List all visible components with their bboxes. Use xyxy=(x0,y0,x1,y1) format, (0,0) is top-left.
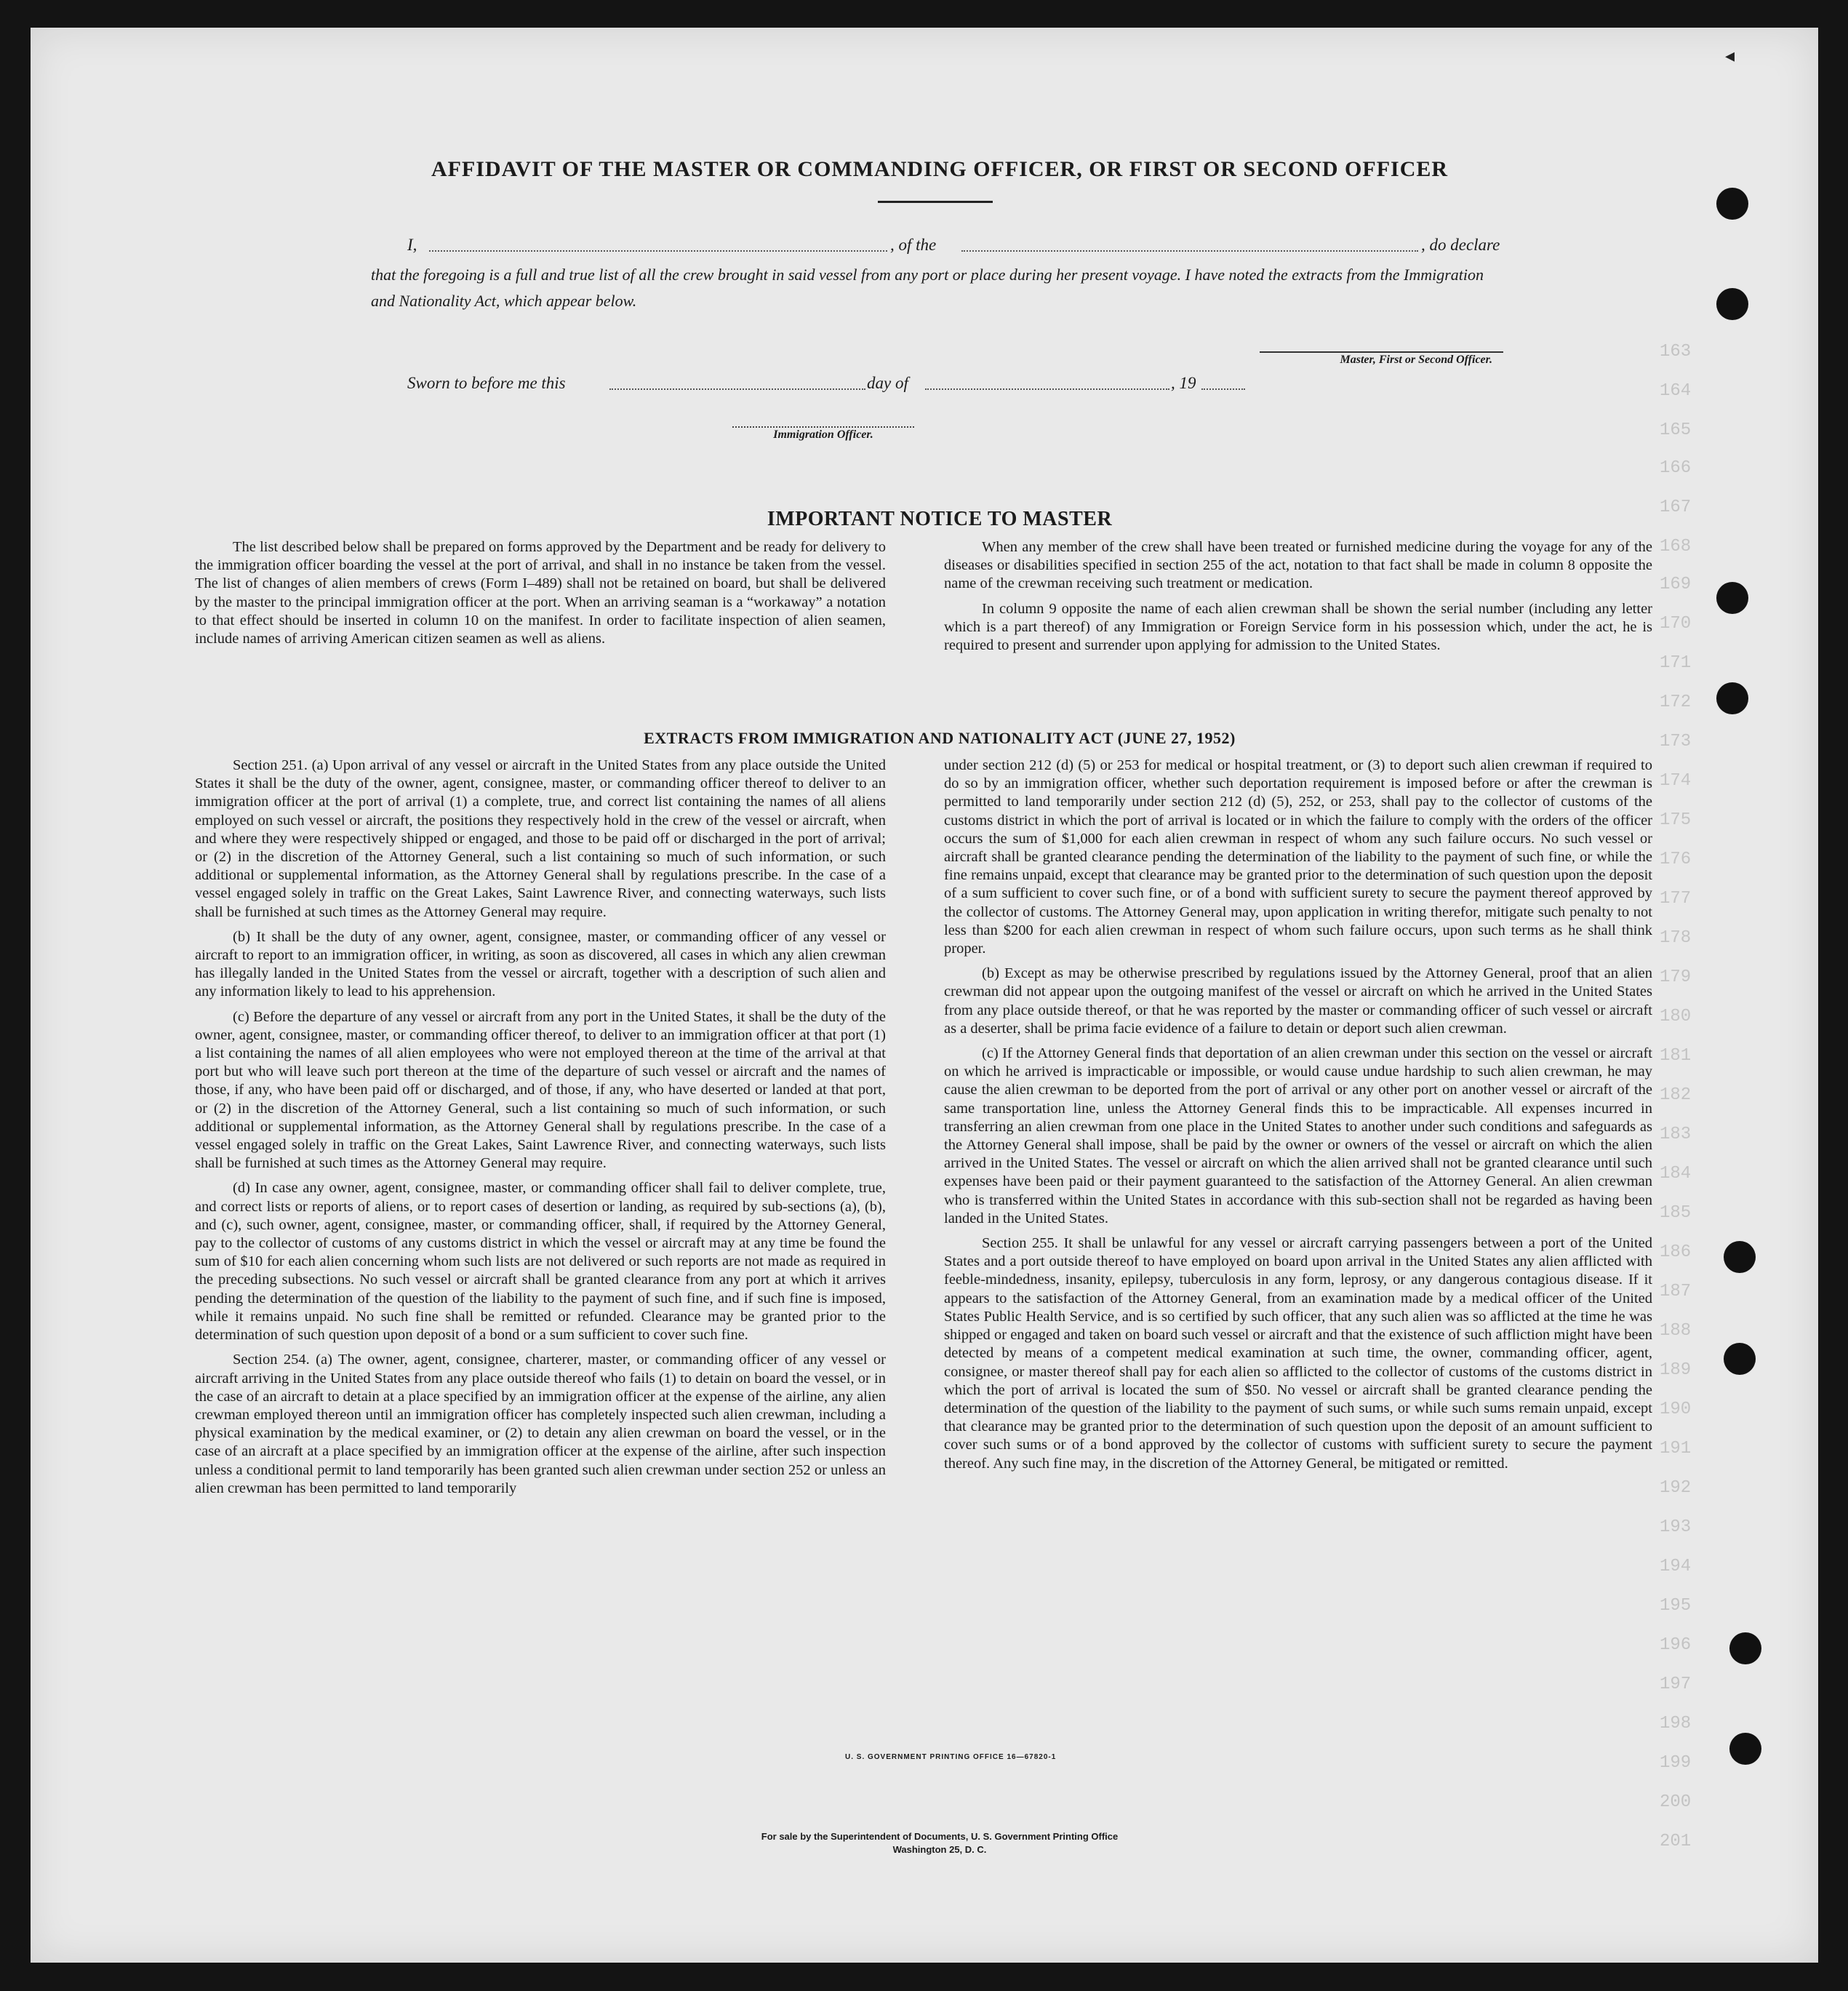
notice-right-column xyxy=(944,538,1652,661)
punch-hole xyxy=(1729,1632,1761,1664)
punch-hole xyxy=(1716,188,1748,220)
year-label: , 19 xyxy=(1171,374,1196,392)
punch-hole xyxy=(1729,1733,1761,1765)
sworn-year-field[interactable] xyxy=(1201,388,1245,390)
notice-right-paragraph: In column 9 opposite the name of each alien crewman shall be shown the serial number (including any letter which is a part thereof) of any Immigration or Foreign Service form in his possession which, under the act, he is required to present and surrender upon applying for admission to the United States. xyxy=(944,600,1652,654)
sworn-day-field[interactable] xyxy=(609,388,865,390)
notice-left-column xyxy=(195,538,886,655)
notice-left-paragraph: The list described below shall be prepared on forms approved by the Department and be ready for delivery to the immigration officer boarding the vessel at the port of arrival, and shall in no instance be taken from the vessel. The list of changes of alien members of crews (Form I–489) shall not be retained on board, but shall be delivered by the master to the principal immigration officer at the port. When an arriving seaman is a “workaway” a notation to that effect should be inserted in column 10 on the manifest. In order to facilitate inspection of alien seamen, include names of arriving American citizen seamen as well as aliens. xyxy=(195,539,886,647)
signature-label: Master, First or Second Officer. xyxy=(1340,354,1492,366)
sale-line-2: Washington 25, D. C. xyxy=(892,1844,987,1855)
extract-paragraph: Section 254. (a) The owner, agent, consignee, charterer, master, or commanding officer of any vessel or aircraft arriving in the United States from any place outside thereof who fails (1) to detain on board the vessel, or in the case of an aircraft to detain at a place specified by an immigration officer at the expense of the airline, any alien crewman employed thereon until an immigration officer has completely inspected such alien crewman, including a physical examination by the medical examiner, or (2) to detain any alien crewman on board the vessel, or in the case of an aircraft at a place specified by an immigration officer at the expense of the airline, after such inspection unless a conditional permit to land temporarily has been granted such alien crewman under section 252 or unless an alien crewman has been permitted to land temporarily xyxy=(195,1352,886,1496)
immigration-officer-label: Immigration Officer. xyxy=(773,428,873,441)
i-label: I, xyxy=(407,236,417,254)
punch-hole xyxy=(1724,1241,1756,1273)
extracts-title: EXTRACTS FROM IMMIGRATION AND NATIONALITY ACT (JUNE 27, 1952) xyxy=(644,729,1236,747)
sale-notice xyxy=(394,1830,1485,1856)
notice-right-paragraph: When any member of the crew shall have been treated or furnished medicine during the voyage for any of the diseases or disabilities specified in section 255 of the act, notation to that fact shall be made in column 8 opposite the name of the crewman receiving such treatment or medication. xyxy=(944,539,1652,592)
sworn-month-field[interactable] xyxy=(925,388,1169,390)
title-rule xyxy=(878,201,993,203)
extract-paragraph: under section 212 (d) (5) or 253 for medical or hospital treatment, or (3) to deport such alien crewman if required to do so by an immigration officer, whether such deportation requirement is imposed before or after the crewman is permitted to land temporarily under section 212 (d) (5), 252, or 253, shall pay to the collector of customs of the customs district in which the port of arrival is located or in which the failure to comply with the orders of the officer occurs the sum of $1,000 for each alien crewman in respect of whom any such failure occurs. No such vessel or aircraft shall be granted clearance pending the determination of the liability to the payment of such fine, or while the fine remains unpaid, except that clearance may be granted prior to the determination of such question upon the deposit of a sum sufficient to cover such fine, or of a bond with sufficient surety to secure the payment thereof approved by the collector of customs. The Attorney General may, upon application in writing therefor, mitigate such penalty to not less than $200 for each alien crewman in respect of whom such failure occurs, upon such terms as he shall think proper. xyxy=(944,757,1652,957)
vessel-field[interactable] xyxy=(961,250,1418,252)
gpo-imprint: U. S. GOVERNMENT PRINTING OFFICE 16—67820-1 xyxy=(845,1753,1057,1761)
extract-paragraph: Section 255. It shall be unlawful for any vessel or aircraft carrying passengers between a port of the United States and a port outside thereof to have employed on board upon arrival in the United States any alien afflicted with feeble-mindedness, insanity, epilepsy, tuberculosis in any form, leprosy, or any dangerous contagious disease. If it appears to the satisfaction of the Attorney General, from an examination made by a medical officer of the United States Public Health Service, and is so certified by such officer, that any such alien was so afflicted at the time he was shipped or engaged and taken on board such vessel or aircraft and that the existence of such affliction might have been detected by means of a competent medical examination at such time, the owner, commanding officer, agent, consignee, or master thereof shall pay for each alien so afflicted to the collector of customs of the customs district in which the port of arrival is located the sum of $50. No vessel or aircraft shall be granted clearance pending the determination of the question of the liability to the payment of such sums, or while such sums remain unpaid, except that clearance may be granted prior to the determination of such question upon the deposit of an amount sufficient to cover such sums or of a bond approved by the collector of customs with sufficient surety to secure the payment thereof. Any such fine may, in the discretion of the Attorney General, be mitigated or remitted. xyxy=(944,1235,1652,1472)
day-of-label: day of xyxy=(867,374,908,392)
extract-paragraph: (c) Before the departure of any vessel or aircraft from any port in the United States, it shall be the duty of the owner, agent, consignee, master, or commanding officer thereof, to deliver to an immigration officer at that port (1) a list containing the names of all alien employees who were not employed thereon at the time of the arrival at that port but who will leave such port thereon at the time of the departure of such vessel or aircraft and the names of those, if any, who have been paid off or discharged, and of those, if any, who have deserted or landed at that port, or (2) in the discretion of the Attorney General, such a list containing so much of such information, or such additional or supplemental information, as the Attorney General shall by regulations prescribe. In the case of a vessel engaged solely in traffic on the Great Lakes, Saint Lawrence River, and connecting waterways, such lists shall be furnished at such times as the Attorney General may require. xyxy=(195,1008,886,1172)
extracts-left-column xyxy=(195,757,886,1504)
corner-fold-mark: ◂ xyxy=(1725,45,1735,66)
extract-paragraph: (c) If the Attorney General finds that deportation of an alien crewman under this section on the vessel or aircraft on which he arrived is impracticable or impossible, or would cause undue hardship to such alien crewman, he may cause the alien crewman to be deported from the port of arrival or any other port on another vessel or aircraft of the same transportation line, unless the Attorney General finds this to be impracticable. All expenses incurred in transferring an alien crewman from one place in the United States to another under such conditions and safeguards as the Attorney General shall impose, shall be paid by the owner or owners of the vessel or aircraft on which the alien arrived in the United States. The vessel or aircraft on which the alien arrived shall not be granted clearance until such expenses have been paid or their payment guaranteed to the satisfaction of the Attorney General. An alien crewman who is transferred within the United States in accordance with this sub-section shall not be regarded as having been landed in the United States. xyxy=(944,1045,1652,1226)
punch-hole xyxy=(1716,582,1748,614)
form-page: 163 164 165 166 167 168 169 170 171 172 173 174 175 176 177 178 179 180 181 182 183 184 185 186 187 188 189 190 191 192 193 194 195 196 197 198 199 200 201 ◂ AFFIDAVIT OF THE MASTER OR COMMANDING OFFICER, OR FIRST OR SECOND OFFICER I, , of the , do declare that the foregoing is a full and true list of all the crew brought in said vessel from any port or place during her present voyage. I have noted the extracts from the Immigration and Nationality Act, which appear below. Master, First or Second Officer. Sworn to before me this day of , 19 Immigration Officer. IMPORTANT NOTICE TO MASTER The list described below shall be prepared on forms approved by the Department and be ready for delivery to the immigration officer boarding the vessel at the port of arrival, and shall in no instance be taken from the vessel. The list of changes of alien members of crews (Form I–489) shall not be retained on board, but shall be delivered by the master to the principal immigration officer at the port. When an arriving seaman is a “workaway” a notation to that effect should be inserted in column 10 on the manifest. In order to facilitate inspection of alien seamen, include names of arriving American citizen seamen as well as aliens. When any member of the crew shall have been treated or furnished medicine during the voyage for any of the diseases or disabilities specified in section 255 of the act, notation to that fact shall be made in column 8 opposite the name of the crewman receiving such treatment or medication. In column 9 opposite the name of each alien crewman shall be shown the serial number (including any letter which is a part thereof) of any Immigration or Foreign Service form in his possession which, under the act, he is required to present and surrender upon applying for admission to the United States. EXTRACTS FROM IMMIGRATION AND NATIONALITY ACT (JUNE 27, 1952) Section 251. (a) Upon arrival of any vessel or aircraft in the United States from any place outside the United States it shall be the duty of the owner, agent, consignee, master, or commanding officer thereof to deliver to an immigration officer at the port of arrival (1) a complete, true, and correct list containing the names of all aliens employed on such vessel or aircraft, the positions they respectively hold in the crew of the vessel or aircraft, when and where they were respectively shipped or engaged, and those to be paid off or discharged in the port of arrival; or (2) in the discretion of the Attorney General, such a list containing so much of such information, or such additional or supplemental information, as the Attorney General shall by regulations prescribe. In the case of a vessel engaged solely in traffic on the Great Lakes, Saint Lawrence River, and connecting waterways, such lists shall be furnished at such times as the Attorney General may require. (b) It shall be the duty of any owner, agent, consignee, master, or commanding officer of any vessel or aircraft to report to an immigration officer, in writing, as soon as discovered, all cases in which any alien crewman has illegally landed in the United States from the vessel or aircraft, together with a description of such alien and any information likely to lead to his apprehension. (c) Before the departure of any vessel or aircraft from any port in the United States, it shall be the duty of the owner, agent, consignee, master, or commanding officer thereof, to deliver to an immigration officer at that port (1) a list containing the names of all alien employees who were not employed thereon at the time of the arrival at that port but who will leave such port thereon at the time of the departure of such vessel or aircraft and the names of those, if any, who have been paid off or discharged, and of those, if any, who have deserted or landed at that port, or (2) in the discretion of the Attorney General, such a list containing so much of such information, or such additional or supplemental information, as the Attorney General shall by regulations prescribe. In the case of a vessel engaged solely in traffic on the Great Lakes, Saint Lawrence River, and connecting waterways, such lists shall be furnished at such times as the Attorney General may require. (d) In case any owner, agent, consignee, master, or commanding officer shall fail to deliver complete, true, and correct lists or reports of aliens, or to report cases of desertion or landing, as required by sub-sections (a), (b), and (c), such owner, agent, consignee, master, or commanding officer, shall, if required by the Attorney General, pay to the collector of customs of any customs district in which the vessel or aircraft may at any time be found the sum of $10 for each alien concerning whom such lists are not delivered or such reports are not made as required in the preceding subsections. No such vessel or aircraft shall be granted clearance from any port at which it arrives pending the determination of the question of the liability to the payment of such fine, and if such fine is imposed, while it remains unpaid. No such fine shall be remitted or refunded. Clearance may be granted prior to the determination of such question upon deposit of a bond or a sum sufficient to cover such fine. Section 254. (a) The owner, agent, consignee, charterer, master, or commanding officer of any vessel or aircraft arriving in the United States from any place outside thereof who fails (1) to detain on board the vessel, or in the case of an aircraft to detain at a place specified by an immigration officer at the expense of the airline, any alien crewman employed thereon until an immigration officer has completely inspected such alien crewman, including a physical examination by the medical examiner, or (2) to detain any alien crewman on board the vessel, or in the case of an aircraft at a place specified by an immigration officer at the expense of the airline, after such inspection unless a conditional permit to land temporarily has been granted such alien crewman under section 252 or unless an alien crewman has been permitted to land temporarily under section 212 (d) (5) or 253 for medical or hospital treatment, or (3) to deport such alien crewman if required to do so by an immigration officer, whether such deportation requirement is imposed before or after the crewman is permitted to land temporarily under section 212 (d) (5), 252, or 253, shall pay to the collector of customs of the customs district in which the port of arrival is located or in which the failure to comply with the orders of the officer occurs the sum of $1,000 for each alien crewman in respect of whom any such failure occurs. No such vessel or aircraft shall be granted clearance pending the determination of the liability to the payment of such fine, or while the fine remains unpaid, except that clearance may be granted prior to the determination of such question upon the deposit of a sum sufficient to cover such fine, or of a bond with sufficient surety to secure the payment thereof approved by the collector of customs. The Attorney General may, upon application in writing therefor, mitigate such penalty to not less than $200 for each alien crewman in respect of whom such failure occurs, upon such terms as he shall think proper. (b) Except as may be otherwise prescribed by regulations issued by the Attorney General, proof that an alien crewman did not appear upon the outgoing manifest of the vessel or aircraft on which he arrived in the United States from any place outside thereof, or that he was reported by the master or commanding officer of such vessel or aircraft as a deserter, shall be prima facie evidence of a failure to detain or deport such alien crewman. (c) If the Attorney General finds that deportation of an alien crewman under this section on the vessel or aircraft on which he arrived is impracticable or impossible, or would cause undue hardship to such alien crewman, he may cause the alien crewman to be deported from the port of arrival or any other port on another vessel or aircraft of the same transportation line, unless the Attorney General finds this to be impracticable. All expenses incurred in transferring an alien crewman from one place in the United States to another under such conditions and safeguards as the Attorney General shall impose, shall be paid by the owner or owners of the vessel or aircraft on which the alien arrived in the United States. The vessel or aircraft on which the alien arrived shall not be granted clearance until such expenses have been paid or their payment guaranteed to the satisfaction of the Attorney General. An alien crewman who is transferred within the United States in accordance with this sub-section shall not be regarded as having been landed in the United States. Section 255. It shall be unlawful for any vessel or aircraft carrying passengers between a port of the United States and a port outside thereof to have employed on board upon arrival in the United States any alien afflicted with feeble-mindedness, insanity, epilepsy, tuberculosis in any form, leprosy, or any dangerous contagious disease. If it appears to the satisfaction of the Attorney General, from an examination made by a medical officer of the United States Public Health Service, and is so certified by such officer, that any such alien was so afflicted at the time he was shipped or engaged and taken on board such vessel or aircraft and that the existence of such affliction might have been detected by means of a competent medical examination at such time, the owner, commanding officer, agent, consignee, or master thereof shall pay for each alien so afflicted to the collector of customs of the customs district in which the port of arrival is located the sum of $50. No vessel or aircraft shall be granted clearance pending the determination of the question of the liability to the payment of such sums, or while such sums remain unpaid, except that clearance may be granted prior to the determination of such question upon the deposit of an amount sufficient to cover such sums or of a bond approved by the collector of customs with sufficient surety to secure the payment thereof. Any such fine may, in the discretion of the Attorney General, be mitigated or remitted. U. S. GOVERNMENT PRINTING OFFICE 16—67820-1 For sale by the Superintendent of Documents, U. S. Government Printing Office Washington 25, D. C. xyxy=(31,28,1818,1963)
extract-paragraph: Section 251. (a) Upon arrival of any vessel or aircraft in the United States from any place outside the United States it shall be the duty of the owner, agent, consignee, master, or commanding officer thereof to deliver to an immigration officer at the port of arrival (1) a complete, true, and correct list containing the names of all aliens employed on such vessel or aircraft, the positions they respectively hold in the crew of the vessel or aircraft, when and where they were respectively shipped or engaged, and those to be paid off or discharged in the port of arrival; or (2) in the discretion of the Attorney General, such a list containing so much of such information, or such additional or supplemental information, as the Attorney General shall by regulations prescribe. In the case of a vessel engaged solely in traffic on the Great Lakes, Saint Lawrence River, and connecting waterways, such lists shall be furnished at such times as the Attorney General may require. xyxy=(195,757,886,920)
immigration-officer-field[interactable] xyxy=(732,426,914,428)
extracts-right-column xyxy=(944,757,1652,1480)
notice-title: IMPORTANT NOTICE TO MASTER xyxy=(767,508,1113,530)
affidavit-name-line xyxy=(407,233,1505,259)
extract-paragraph: (d) In case any owner, agent, consignee, master, or commanding officer shall fail to deliver complete, true, and correct lists or reports of aliens, or to report cases of desertion or landing, as required by sub-sections (a), (b), and (c), such owner, agent, consignee, master, or commanding officer, shall, if required by the Attorney General, pay to the collector of customs of any customs district in which the vessel or aircraft may at any time be found the sum of $10 for each alien concerning whom such lists are not delivered or such reports are not made as required in the preceding subsections. No such vessel or aircraft shall be granted clearance from any port at which it arrives pending the determination of the question of the liability to the payment of such fine, and if such fine is imposed, while it remains unpaid. No such fine shall be remitted or refunded. Clearance may be granted prior to the determination of such question upon deposit of a bond or a sum sufficient to cover such fine. xyxy=(195,1180,886,1344)
do-declare-label: , do declare xyxy=(1421,236,1500,254)
punch-hole xyxy=(1716,288,1748,320)
punch-hole xyxy=(1716,682,1748,714)
sale-line-1: For sale by the Superintendent of Documents, U. S. Government Printing Office xyxy=(761,1831,1119,1842)
declaration-text: that the foregoing is a full and true list of all the crew brought in said vessel from any port or place during her present voyage. I have noted the extracts from the Immigration and Nationality Act, which appear below. xyxy=(371,266,1484,310)
extract-paragraph: (b) Except as may be otherwise prescribed by regulations issued by the Attorney General, proof that an alien crewman did not appear upon the outgoing manifest of the vessel or aircraft on which he arrived in the United States from any place outside thereof, or that he was reported by the master or commanding officer of such vessel or aircraft as a deserter, shall be prima facie evidence of a failure to detain or deport such alien crewman. xyxy=(944,965,1652,1037)
signature-field[interactable] xyxy=(1260,351,1503,353)
punch-hole xyxy=(1724,1343,1756,1375)
sworn-line xyxy=(407,371,1280,397)
of-the-label: , of the xyxy=(890,236,937,254)
extract-paragraph: (b) It shall be the duty of any owner, agent, consignee, master, or commanding officer of any vessel or aircraft to report to an immigration officer, in writing, as soon as discovered, all cases in which any alien crewman has illegally landed in the United States from the vessel or aircraft, together with a description of such alien and any information likely to lead to his apprehension. xyxy=(195,928,886,1000)
name-field[interactable] xyxy=(429,250,887,252)
affidavit-title: AFFIDAVIT OF THE MASTER OR COMMANDING OFFICER, OR FIRST OR SECOND OFFICER xyxy=(431,157,1449,181)
sworn-label: Sworn to before me this xyxy=(407,374,566,392)
